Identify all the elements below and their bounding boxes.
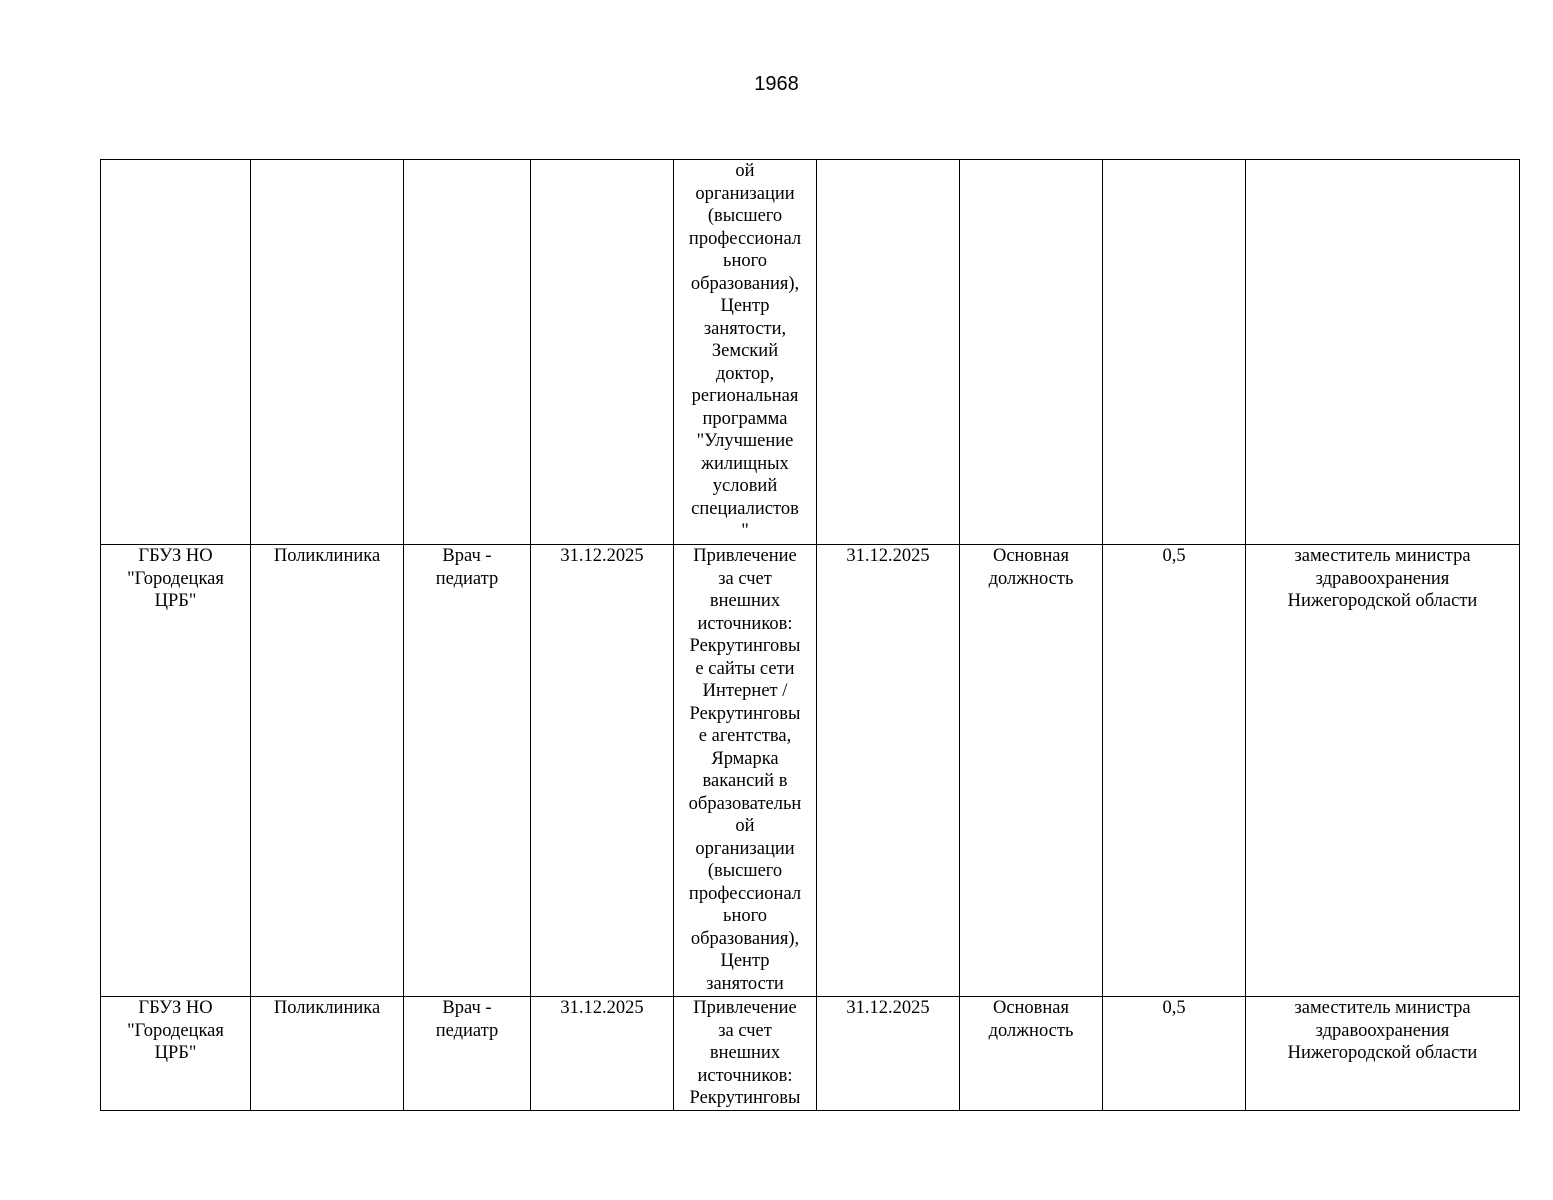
rate-cell: 0,5 (1103, 545, 1246, 997)
deadline-cell: 31.12.2025 (531, 997, 674, 1111)
employment-type-cell: Основная должность (960, 545, 1103, 997)
table-row (101, 545, 1520, 997)
method-cell: ой организации (высшего профессионал ьного образования), Центр занятости, Земский доктор, региональная программа "Улучшение жилищных условий специалистов " (674, 160, 817, 545)
employment-type-cell: Основная должность (960, 997, 1103, 1111)
responsible-cell: заместитель министра здравоохранения Нижегородской области (1246, 545, 1520, 997)
responsible-cell (1246, 160, 1520, 545)
method-date-cell: 31.12.2025 (817, 545, 960, 997)
organization-cell (101, 160, 251, 545)
method-cell: Привлечение за счет внешних источников: Рекрутинговы (674, 997, 817, 1111)
table-row (101, 160, 1520, 545)
page-number: 1968 (754, 73, 799, 95)
department-cell: Поликлиника (251, 545, 404, 997)
department-cell: Поликлиника (251, 997, 404, 1111)
deadline-cell: 31.12.2025 (531, 545, 674, 997)
organization-cell: ГБУЗ НО "Городецкая ЦРБ" (101, 997, 251, 1111)
rate-cell (1103, 160, 1246, 545)
organization-cell: ГБУЗ НО "Городецкая ЦРБ" (101, 545, 251, 997)
position-cell (404, 160, 531, 545)
position-cell: Врач - педиатр (404, 545, 531, 997)
rate-cell: 0,5 (1103, 997, 1246, 1111)
method-cell: Привлечение за счет внешних источников: Рекрутинговы е сайты сети Интернет / Рекрутинговы е агентства, Ярмарка вакансий в образовательн ой организации (высшего профессионал ьного образования), Центр занятости (674, 545, 817, 997)
table-row (101, 997, 1520, 1111)
position-cell: Врач - педиатр (404, 997, 531, 1111)
responsible-cell: заместитель министра здравоохранения Нижегородской области (1246, 997, 1520, 1111)
department-cell (251, 160, 404, 545)
method-date-cell: 31.12.2025 (817, 997, 960, 1111)
employment-type-cell (960, 160, 1103, 545)
deadline-cell (531, 160, 674, 545)
staffing-table (100, 159, 1520, 1111)
method-date-cell (817, 160, 960, 545)
